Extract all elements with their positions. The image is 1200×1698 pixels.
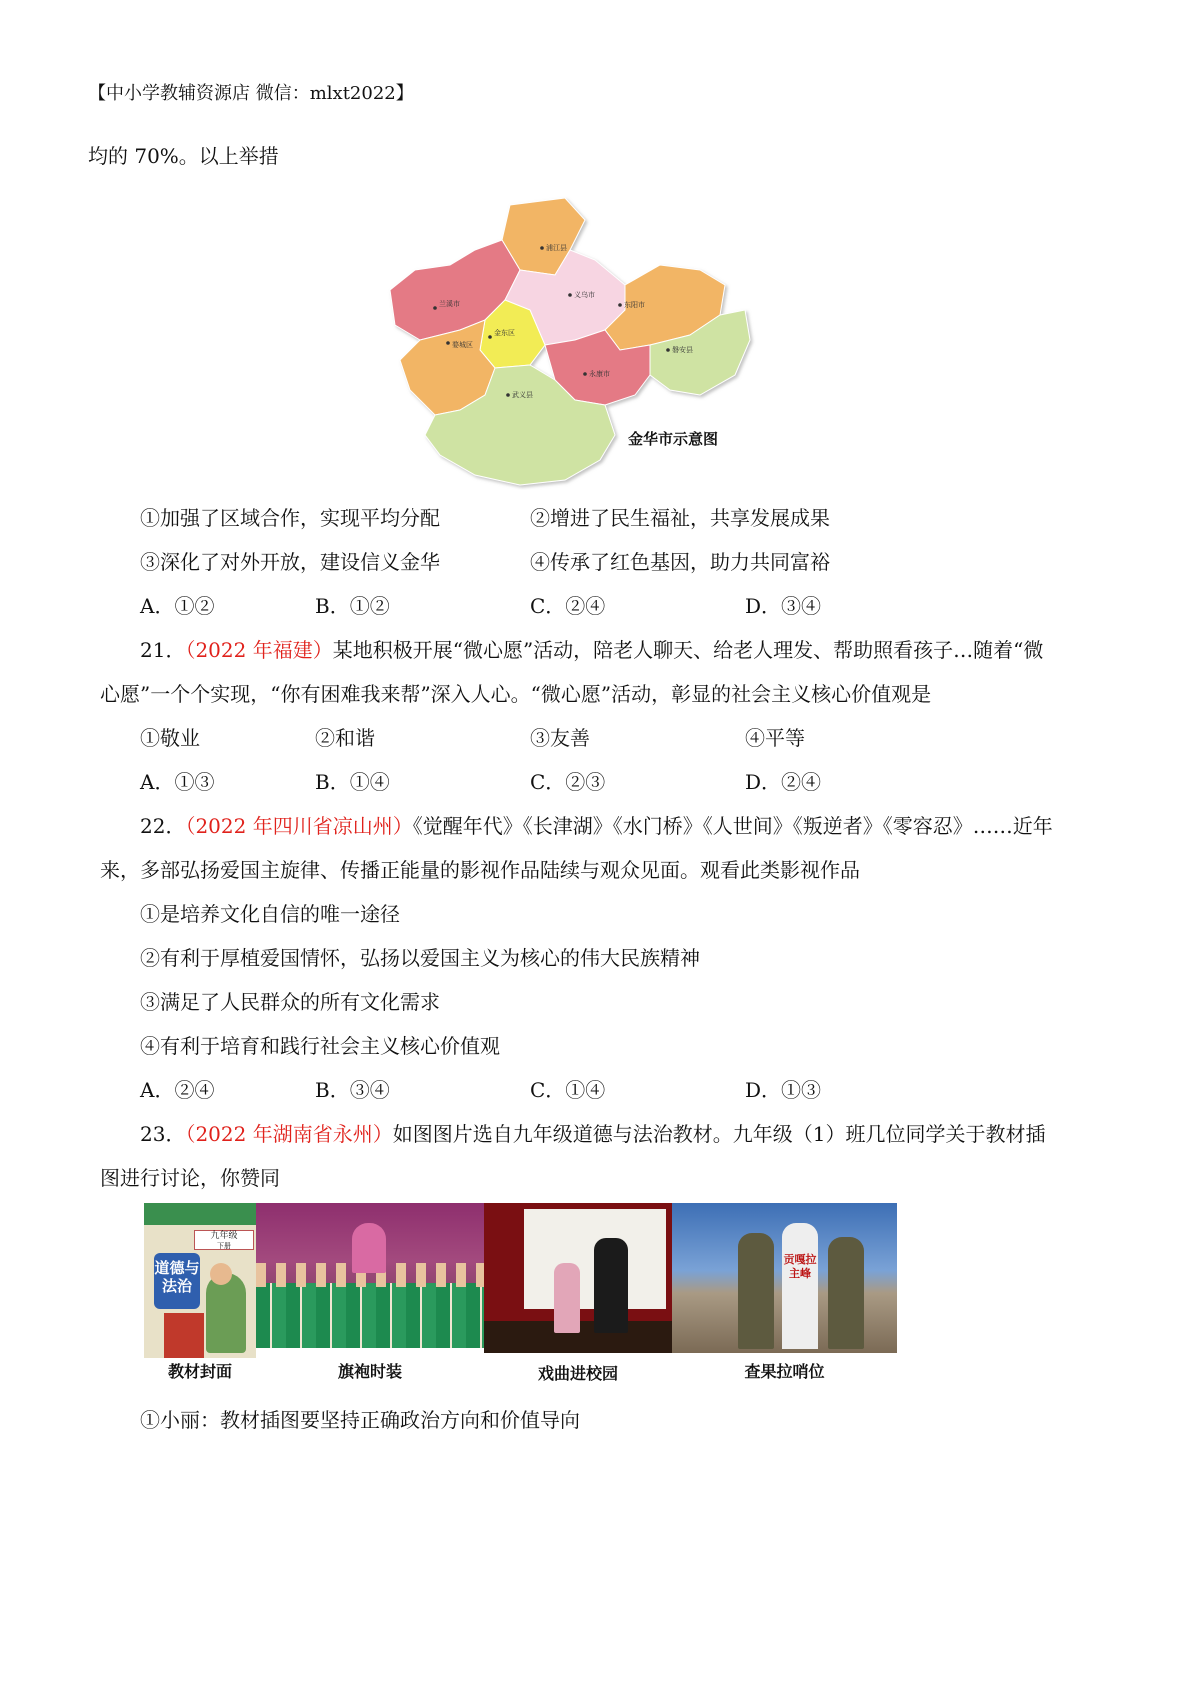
- caption-chaguola: 查果拉哨位: [744, 1362, 825, 1381]
- q21-option-c[interactable]: C．②③: [530, 770, 606, 794]
- monument-text: 贡嘎拉主峰: [782, 1223, 818, 1349]
- q22-stem-line1: [140, 812, 1053, 840]
- q22-option-c[interactable]: C．①④: [530, 1078, 606, 1102]
- map-label-panan: 磐安县: [672, 346, 693, 354]
- map-label-jindong: 金东区: [494, 329, 515, 337]
- q21-text-line1: 某地积极开展“微心愿”活动，陪老人聊天、给老人理发、帮助照看孩子…随着“微: [332, 638, 1044, 662]
- map-label-yiwu: 义乌市: [574, 291, 595, 299]
- q21-option-a[interactable]: A．①③: [140, 770, 215, 794]
- q22-stem-line2: 来，多部弘扬爱国主旋律、传播正能量的影视作品陆续与观众见面。观看此类影视作品: [100, 858, 860, 882]
- q22-statement-3: ③满足了人民群众的所有文化需求: [140, 990, 440, 1014]
- map-label-lanxi: 兰溪市: [439, 300, 460, 308]
- map-title: 金华市示意图: [628, 430, 719, 448]
- q21-statement-1: ①敬业: [140, 726, 200, 750]
- caption-qipao: 旗袍时装: [337, 1362, 402, 1381]
- photo-opera-campus: [484, 1203, 672, 1353]
- q20-statement-4: ④传承了红色基因，助力共同富裕: [530, 550, 830, 574]
- q20-option-b[interactable]: B．①②: [315, 594, 390, 618]
- map-label-wucheng: 婺城区: [452, 341, 473, 349]
- book-grade: 九年级: [210, 1231, 238, 1241]
- q21-statement-4: ④平等: [745, 726, 805, 750]
- q23-stem-line2: 图进行讨论，你赞同: [100, 1166, 280, 1190]
- intro-line: 均的 70%。以上举措: [88, 144, 279, 168]
- q21-source: （2022 年福建）: [185, 638, 333, 662]
- q23-number: 23．: [140, 1122, 186, 1146]
- q22-source: （2022 年四川省凉山州）: [185, 814, 413, 838]
- q21-statement-2: ②和谐: [315, 726, 375, 750]
- map-label-pujiang: 浦江县: [546, 244, 567, 252]
- q22-statement-1: ①是培养文化自信的唯一途径: [140, 902, 400, 926]
- q22-option-b[interactable]: B．③④: [315, 1078, 390, 1102]
- textbook-photo-strip: [142, 1203, 900, 1383]
- q21-option-d[interactable]: D．②④: [745, 770, 822, 794]
- q23-statement-1: ①小丽：教材插图要坚持正确政治方向和价值导向: [140, 1408, 580, 1432]
- map-label-yongkang: 永康市: [589, 370, 610, 378]
- q20-statement-3: ③深化了对外开放，建设信义金华: [140, 550, 440, 574]
- q21-statement-3: ③友善: [530, 726, 590, 750]
- q21-number: 21．: [140, 638, 186, 662]
- q22-number: 22．: [140, 814, 186, 838]
- map-label-dongyang: 东阳市: [624, 301, 645, 309]
- photo-qipao-show: [256, 1203, 484, 1348]
- photo-textbook-cover: [144, 1203, 256, 1358]
- q22-text-line1: 《觉醒年代》《长津湖》《水门桥》《人世间》《叛逆者》《零容忍》……近年: [412, 814, 1053, 838]
- q21-stem-line2: 心愿”一个个实现，“你有困难我来帮”深入人心。“微心愿”活动，彰显的社会主义核心价值观是: [100, 682, 932, 706]
- q21-option-b[interactable]: B．①④: [315, 770, 390, 794]
- q23-source: （2022 年湖南省永州）: [185, 1122, 393, 1146]
- q23-stem-line1: [140, 1120, 1045, 1148]
- book-title: 道德与法治: [154, 1253, 200, 1309]
- q22-statement-2: ②有利于厚植爱国情怀，弘扬以爱国主义为核心的伟大民族精神: [140, 946, 700, 970]
- book-term: 下册: [217, 1242, 231, 1250]
- q23-text-line1: 如图图片选自九年级道德与法治教材。九年级（1）班几位同学关于教材插: [392, 1122, 1046, 1146]
- q20-option-a[interactable]: A．①②: [140, 594, 215, 618]
- caption-textbook-cover: 教材封面: [167, 1362, 232, 1381]
- photo-chaguola-post: [672, 1203, 897, 1353]
- q20-statement-1: ①加强了区域合作，实现平均分配: [140, 506, 440, 530]
- map-label-wuyi: 武义县: [512, 391, 533, 399]
- q20-option-d[interactable]: D．③④: [745, 594, 822, 618]
- caption-opera: 戏曲进校园: [537, 1364, 618, 1383]
- page-header: 【中小学教辅资源店 微信：mlxt2022】: [88, 83, 414, 104]
- q20-statement-2: ②增进了民生福祉，共享发展成果: [530, 506, 830, 530]
- jinhua-map: [380, 190, 760, 490]
- q22-option-d[interactable]: D．①③: [745, 1078, 822, 1102]
- q21-stem-line1: [140, 636, 1043, 664]
- q22-option-a[interactable]: A．②④: [140, 1078, 215, 1102]
- q22-statement-4: ④有利于培育和践行社会主义核心价值观: [140, 1034, 500, 1058]
- q20-option-c[interactable]: C．②④: [530, 594, 606, 618]
